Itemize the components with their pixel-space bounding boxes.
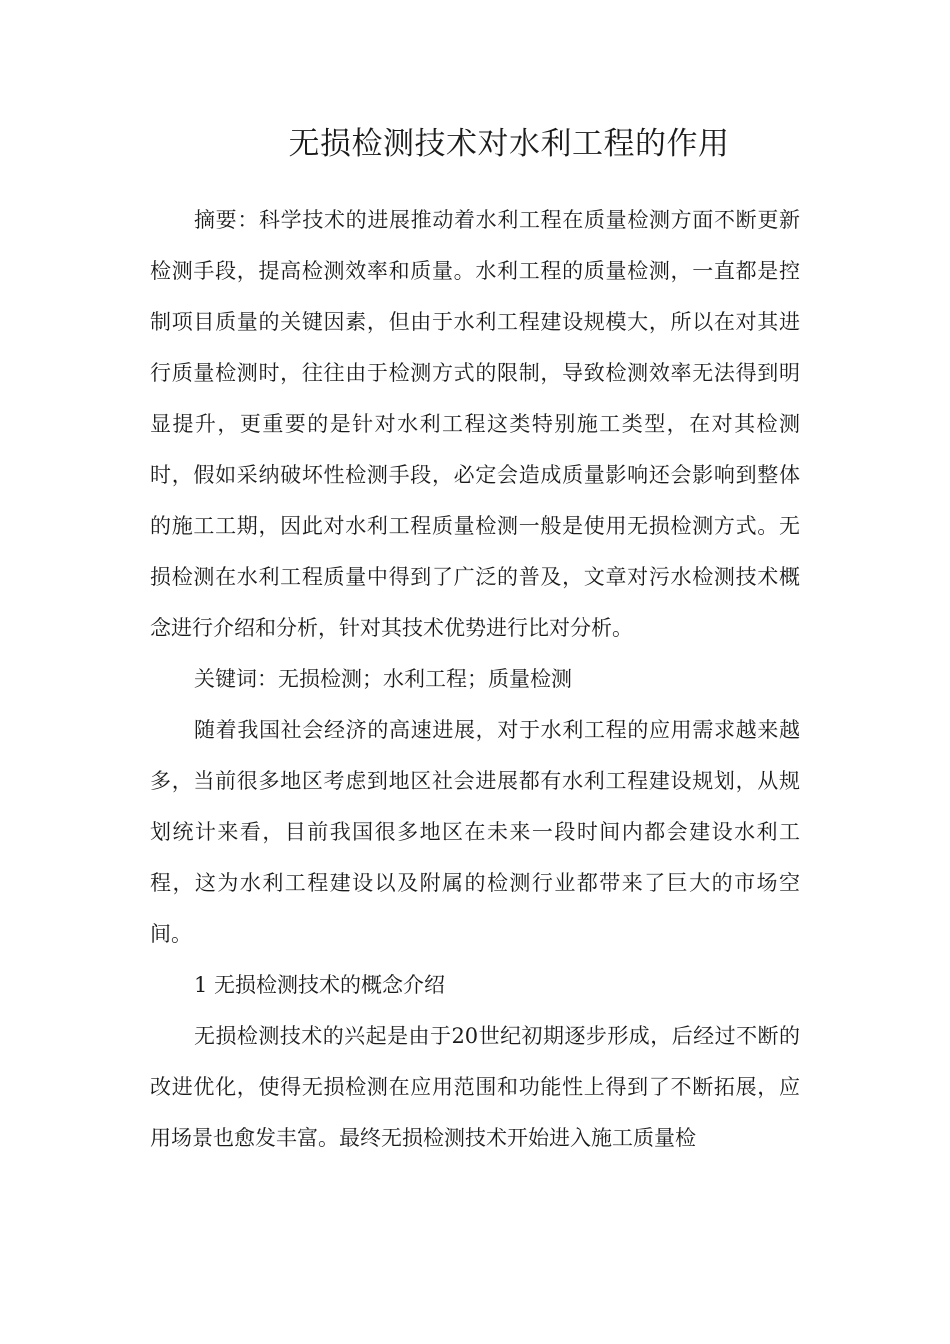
intro-paragraph: 随着我国社会经济的高速进展，对于水利工程的应用需求越来越多，当前很多地区考虑到地区社会进展都有水利工程建设规划，从规划统计来看，目前我国很多地区在未来一段时间内都会建设水利工程，这为水利工程建设以及附属的检测行业都带来了巨大的市场空间。 [150, 718, 800, 946]
abstract-paragraph: 摘要：科学技术的进展推动着水利工程在质量检测方面不断更新检测手段，提高检测效率和质量。水利工程的质量检测，一直都是控制项目质量的关键因素，但由于水利工程建设规模大，所以在对其进行质量检测时，往往由于检测方式的限制，导致检测效率无法得到明显提升，更重要的是针对水利工程这类特别施工类型，在对其检测时，假如采纳破坏性检测手段，必定会造成质量影响还会影响到整体的施工工期，因此对水利工程质量检测一般是使用无损检测方式。无损检测在水利工程质量中得到了广泛的普及，文章对污水检测技术概念进行介绍和分析，针对其技术优势进行比对分析。 [150, 208, 800, 640]
section-paragraph: 无损检测技术的兴起是由于20世纪初期逐步形成，后经过不断的改进优化，使得无损检测在应用范围和功能性上得到了不断拓展，应用场景也愈发丰富。最终无损检测技术开始进入施工质量检 [150, 1024, 800, 1150]
document-title: 无损检测技术对水利工程的作用 [288, 126, 730, 162]
keywords-paragraph: 关键词：无损检测；水利工程；质量检测 [194, 667, 572, 691]
section-heading: 1 无损检测技术的概念介绍 [194, 973, 446, 997]
document-body [150, 195, 800, 1164]
